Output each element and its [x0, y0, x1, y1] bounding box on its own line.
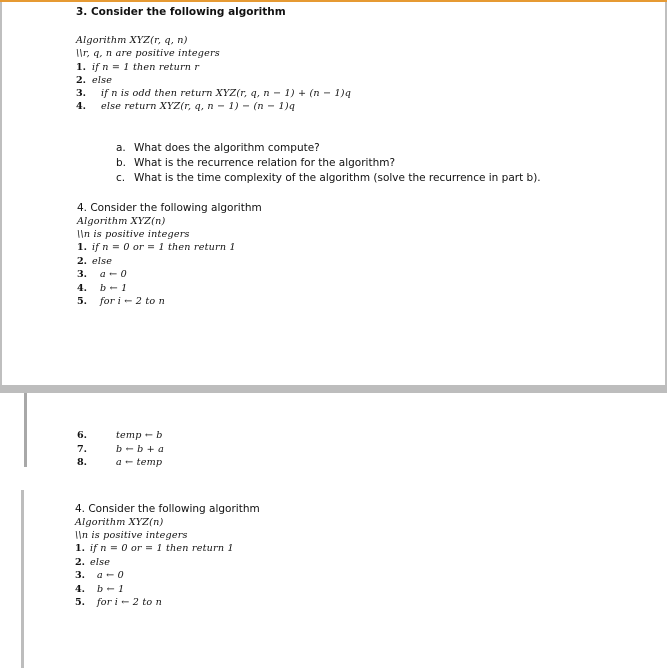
q4-comment: \\n is positive integers — [77, 229, 190, 240]
q3-subquestion-text: What is the recurrence relation for the algorithm? — [134, 157, 396, 169]
q4-line-number: 3. — [77, 269, 88, 280]
q4-line-number: 1. — [75, 543, 86, 554]
q4-line-number: 8. — [77, 457, 88, 468]
page-gap-left — [0, 393, 22, 467]
q4-algorithm-header: Algorithm XYZ(n) — [77, 216, 166, 227]
page-gap-2 — [0, 467, 667, 490]
q4-line-text: a ← 0 — [97, 570, 124, 581]
q4-line-text: if n = 0 or = 1 then return 1 — [92, 242, 236, 253]
q4-line-text: else — [92, 256, 113, 267]
q3-line-text: if n = 1 then return r — [92, 62, 200, 73]
document-page-1 — [0, 2, 667, 385]
q4-line-text: a ← 0 — [100, 269, 127, 280]
q4-line-number: 4. — [77, 283, 88, 294]
q4-line-text: if n = 0 or = 1 then return 1 — [90, 543, 234, 554]
q4-comment: \\n is positive integers — [75, 530, 188, 541]
q3-comment: \\r, q, n are positive integers — [76, 48, 220, 59]
q3-algorithm-header: Algorithm XYZ(r, q, n) — [76, 35, 188, 46]
q3-line-number: 3. — [76, 88, 87, 99]
q4-line-number: 4. — [75, 584, 86, 595]
q4-line-number: 3. — [75, 570, 86, 581]
question-4-title: 4. Consider the following algorithm — [75, 503, 260, 515]
q4-line-number: 1. — [77, 242, 88, 253]
q4-line-number: 5. — [75, 597, 86, 608]
q4-line-number: 5. — [77, 296, 88, 307]
q3-subquestion-label: a. — [116, 142, 126, 154]
q4-line-text: for i ← 2 to n — [100, 296, 165, 307]
q3-line-text: if n is odd then return XYZ(r, q, n − 1) + (n − 1)q — [101, 88, 352, 99]
q3-line-text: else — [92, 75, 113, 86]
q3-subquestion-text: What is the time complexity of the algorithm (solve the recurrence in part b). — [134, 172, 541, 184]
q4-line-text: for i ← 2 to n — [97, 597, 162, 608]
question-3-title: 3. Consider the following algorithm — [76, 6, 286, 18]
q4-line-number: 6. — [77, 430, 88, 441]
q4-line-number: 7. — [77, 444, 88, 455]
q3-subquestion-text: What does the algorithm compute? — [134, 142, 320, 154]
question-4-title: 4. Consider the following algorithm — [77, 202, 262, 214]
q3-line-number: 1. — [76, 62, 87, 73]
q4-line-text: else — [90, 557, 111, 568]
q4-line-text: b ← b + a — [116, 444, 165, 455]
q3-line-text: else return XYZ(r, q, n − 1) − (n − 1)q — [101, 101, 296, 112]
page-gap-1 — [0, 385, 667, 393]
q4-line-number: 2. — [77, 256, 88, 267]
q4-line-text: b ← 1 — [97, 584, 125, 595]
q4-line-number: 2. — [75, 557, 86, 568]
q3-line-number: 2. — [76, 75, 87, 86]
q3-subquestion-label: c. — [116, 172, 126, 184]
q4-line-text: temp ← b — [116, 430, 163, 441]
q4-line-text: b ← 1 — [100, 283, 128, 294]
q3-line-number: 4. — [76, 101, 87, 112]
q4-line-text: a ← temp — [116, 457, 163, 468]
q4-algorithm-header: Algorithm XYZ(n) — [75, 517, 164, 528]
q3-subquestion-label: b. — [116, 157, 127, 169]
